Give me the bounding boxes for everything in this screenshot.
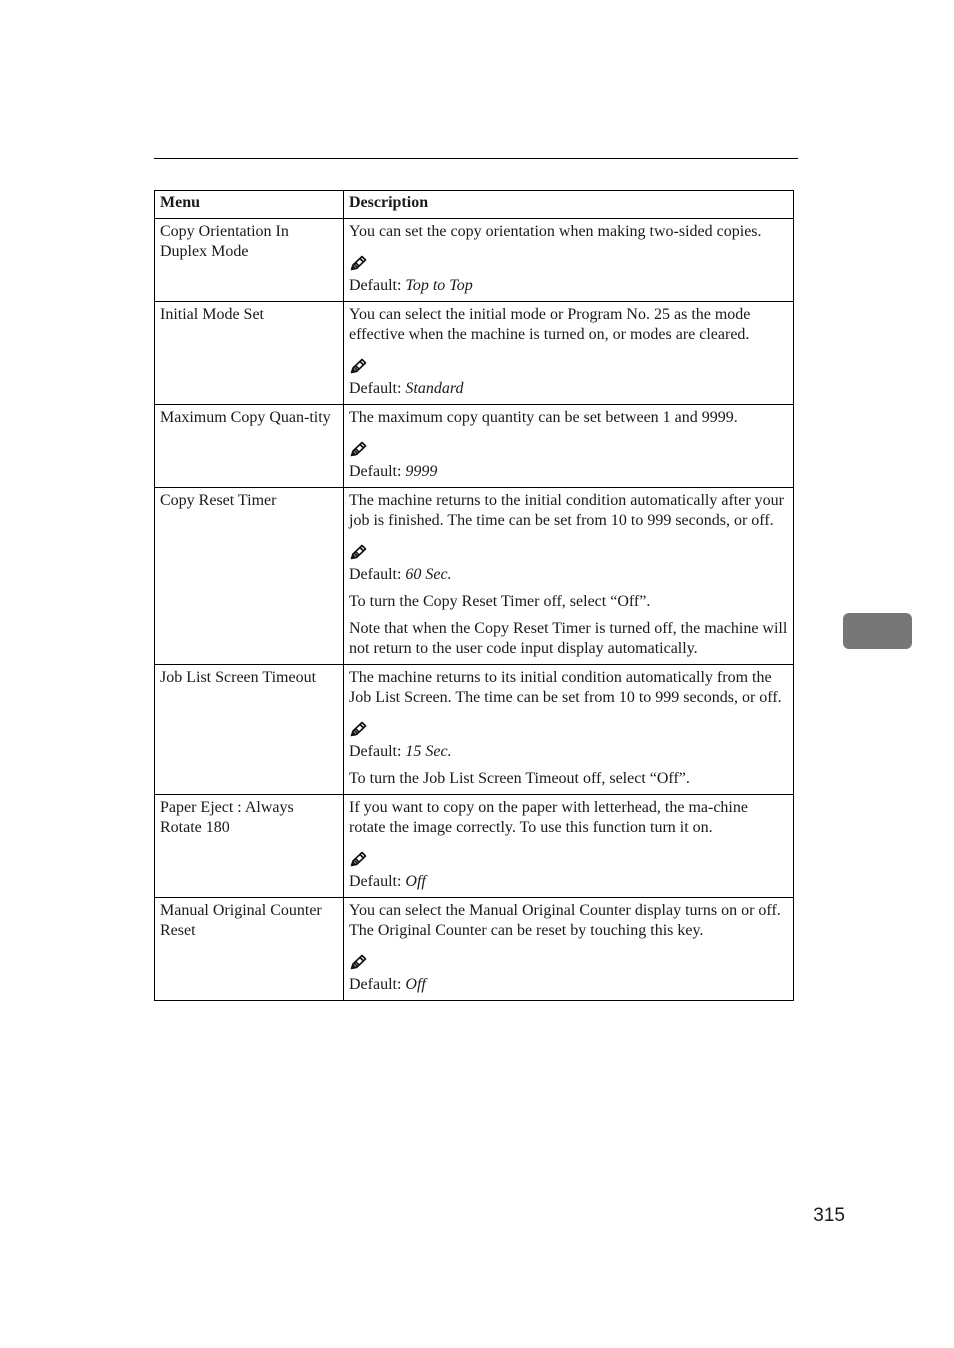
menu-cell: Job List Screen Timeout [155,665,344,795]
default-line [349,565,788,585]
default-label: Default: [349,277,402,294]
default-value: Standard [405,380,464,397]
table-header-row [155,191,794,219]
pencil-note-icon [349,543,788,563]
default-value: Off [405,976,426,993]
default-label: Default: [349,463,402,480]
default-line [349,379,788,399]
pencil-note-icon [349,254,788,274]
description-cell [344,302,794,405]
default-label: Default: [349,566,402,583]
description-cell [344,898,794,1001]
default-line [349,742,788,762]
default-line [349,872,788,892]
description-cell [344,405,794,488]
default-value: 15 Sec. [405,743,452,760]
menu-column-header: Menu [155,191,344,219]
description-cell [344,665,794,795]
page-number: 315 [813,1205,845,1226]
default-label: Default: [349,380,402,397]
description-text: If you want to copy on the paper with letterhead, the ma-chine rotate the image correctly. To use this function turn it on. [349,799,748,836]
menu-cell: Copy Reset Timer [155,488,344,665]
pencil-note-icon [349,953,788,973]
note-text: To turn the Job List Screen Timeout off, select “Off”. [349,770,690,787]
table-row [155,665,794,795]
default-value: Off [405,873,426,890]
default-value: 60 Sec. [405,566,452,583]
description-cell [344,795,794,898]
menu-cell: Maximum Copy Quan-tity [155,405,344,488]
description-text: You can set the copy orientation when making two-sided copies. [349,223,762,240]
default-label: Default: [349,873,402,890]
menu-cell: Manual Original Counter Reset [155,898,344,1001]
default-value: 9999 [405,463,438,480]
default-line [349,276,788,296]
note-text: To turn the Copy Reset Timer off, select “Off”. [349,593,651,610]
pencil-note-icon [349,440,788,460]
default-line [349,462,788,482]
description-text: You can select the Manual Original Counter display turns on or off. The Original Counter can be reset by touching this key. [349,902,781,939]
menu-cell: Copy Orientation In Duplex Mode [155,219,344,302]
note-text: Note that when the Copy Reset Timer is turned off, the machine will not return to the user code input display automatically. [349,620,788,657]
header-rule [154,158,798,159]
chapter-tab [843,613,912,649]
pencil-note-icon [349,357,788,377]
table-row [155,898,794,1001]
table-row [155,302,794,405]
menu-cell: Paper Eject : Always Rotate 180 [155,795,344,898]
default-label: Default: [349,976,402,993]
description-cell [344,219,794,302]
description-text: The machine returns to its initial condition automatically from the Job List Screen. The time can be set from 10 to 999 seconds, or off. [349,669,782,706]
table-row [155,488,794,665]
description-text: The maximum copy quantity can be set between 1 and 9999. [349,409,738,426]
default-value: Top to Top [405,277,473,294]
description-text: The machine returns to the initial condition automatically after your job is finished. The time can be set from 10 to 999 seconds, or off. [349,492,784,529]
description-cell [344,488,794,665]
table-body [155,219,794,1001]
description-text: You can select the initial mode or Program No. 25 as the mode effective when the machine is turned on, or modes are cleared. [349,306,751,343]
table-row [155,219,794,302]
table-row [155,795,794,898]
default-label: Default: [349,743,402,760]
pencil-note-icon [349,850,788,870]
menu-cell: Initial Mode Set [155,302,344,405]
table-row [155,405,794,488]
description-column-header: Description [344,191,794,219]
default-line [349,975,788,995]
settings-table [154,190,794,1001]
pencil-note-icon [349,720,788,740]
